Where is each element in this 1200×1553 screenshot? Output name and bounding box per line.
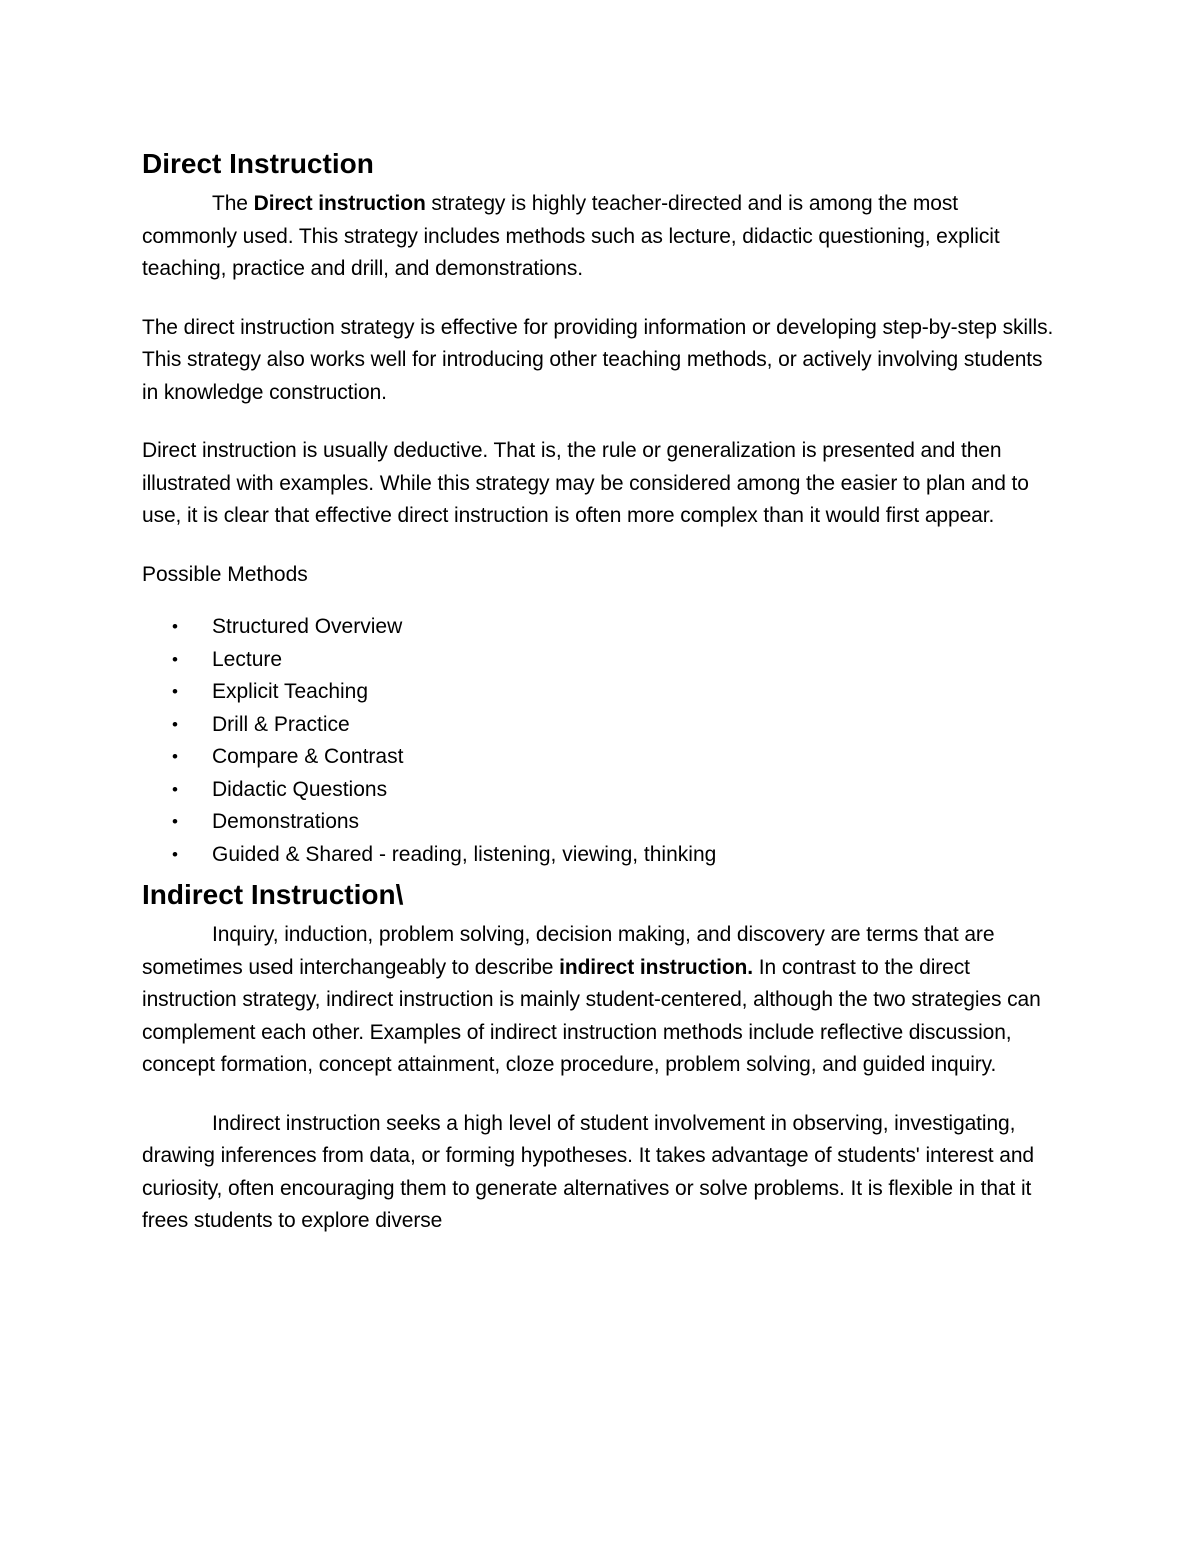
methods-list [142,611,1057,871]
paragraph-direct-intro-pre: The [212,192,254,215]
paragraph-indirect-intro-pre: Inquiry, induction, problem solving, decision making, and discovery are terms that are sometimes used interchangeably to describe [142,923,995,979]
paragraph-direct-effective: The direct instruction strategy is effective for providing information or developing step-by-step skills. This strategy also works well for introducing other teaching methods, or actively involving students in knowledge construction. [142,315,1054,404]
list-item [142,774,1057,807]
paragraph-direct-intro [142,188,1057,286]
list-item [142,741,1057,774]
heading-indirect-instruction: Indirect Instruction\ [142,879,404,910]
bullet-icon: • [172,747,178,766]
list-item [142,806,1057,839]
paragraph-indirect-intro [142,919,1057,1082]
list-item-text: Didactic Questions [212,777,388,801]
bullet-icon: • [172,714,178,734]
list-item-text: Demonstrations [212,810,360,833]
list-item [142,611,1057,644]
bullet-icon: • [172,617,178,636]
list-item [142,839,1057,872]
document-body [142,140,1057,1264]
list-item-text: Explicit Teaching [212,680,369,703]
list-item [142,676,1057,709]
paragraph-direct-intro-post: strategy is highly teacher-directed and is among the most commonly used. This strategy includes methods such as lecture, didactic questioning, explicit teaching, practice and drill, and demonstrations. [142,192,1000,280]
paragraph-indirect-intro-bold: indirect instruction. [559,955,754,979]
bullet-icon: • [172,682,178,701]
list-item [142,709,1057,742]
list-item [142,644,1057,677]
list-item-text: Guided & Shared - reading, listening, viewing, thinking [212,842,717,866]
bullet-icon: • [172,844,178,864]
bullet-icon: • [172,779,178,799]
list-item-text: Lecture [212,647,283,671]
list-item-text: Compare & Contrast [212,745,404,768]
bullet-icon: • [172,812,178,831]
list-item-text: Structured Overview [212,615,403,638]
paragraph-indirect-intro-post: In contrast to the direct instruction strategy, indirect instruction is mainly student-centered, although the two strategies can complement each other. Examples of indirect instruction methods include reflective discussion, concept formation, concept attainment, cloze procedure, problem solving, and guided inquiry. [142,955,1041,1076]
bullet-icon: • [172,649,178,669]
possible-methods-label: Possible Methods [142,562,308,586]
paragraph-direct-deductive: Direct instruction is usually deductive. That is, the rule or generalization is presented and then illustrated with examples. While this strategy may be considered among the easier to plan and to use, it is clear that effective direct instruction is often more complex than it would first appear. [142,439,1029,527]
paragraph-indirect-involvement: Indirect instruction seeks a high level of student involvement in observing, investigating, drawing inferences from data, or forming hypotheses. It takes advantage of students' interest and curiosity, often encouraging them to generate alternatives or solve problems. It is flexible in that it frees students to explore diverse [142,1111,1034,1232]
paragraph-direct-intro-bold: Direct instruction [253,192,426,215]
list-item-text: Drill & Practice [212,712,350,736]
heading-direct-instruction: Direct Instruction [142,148,374,179]
